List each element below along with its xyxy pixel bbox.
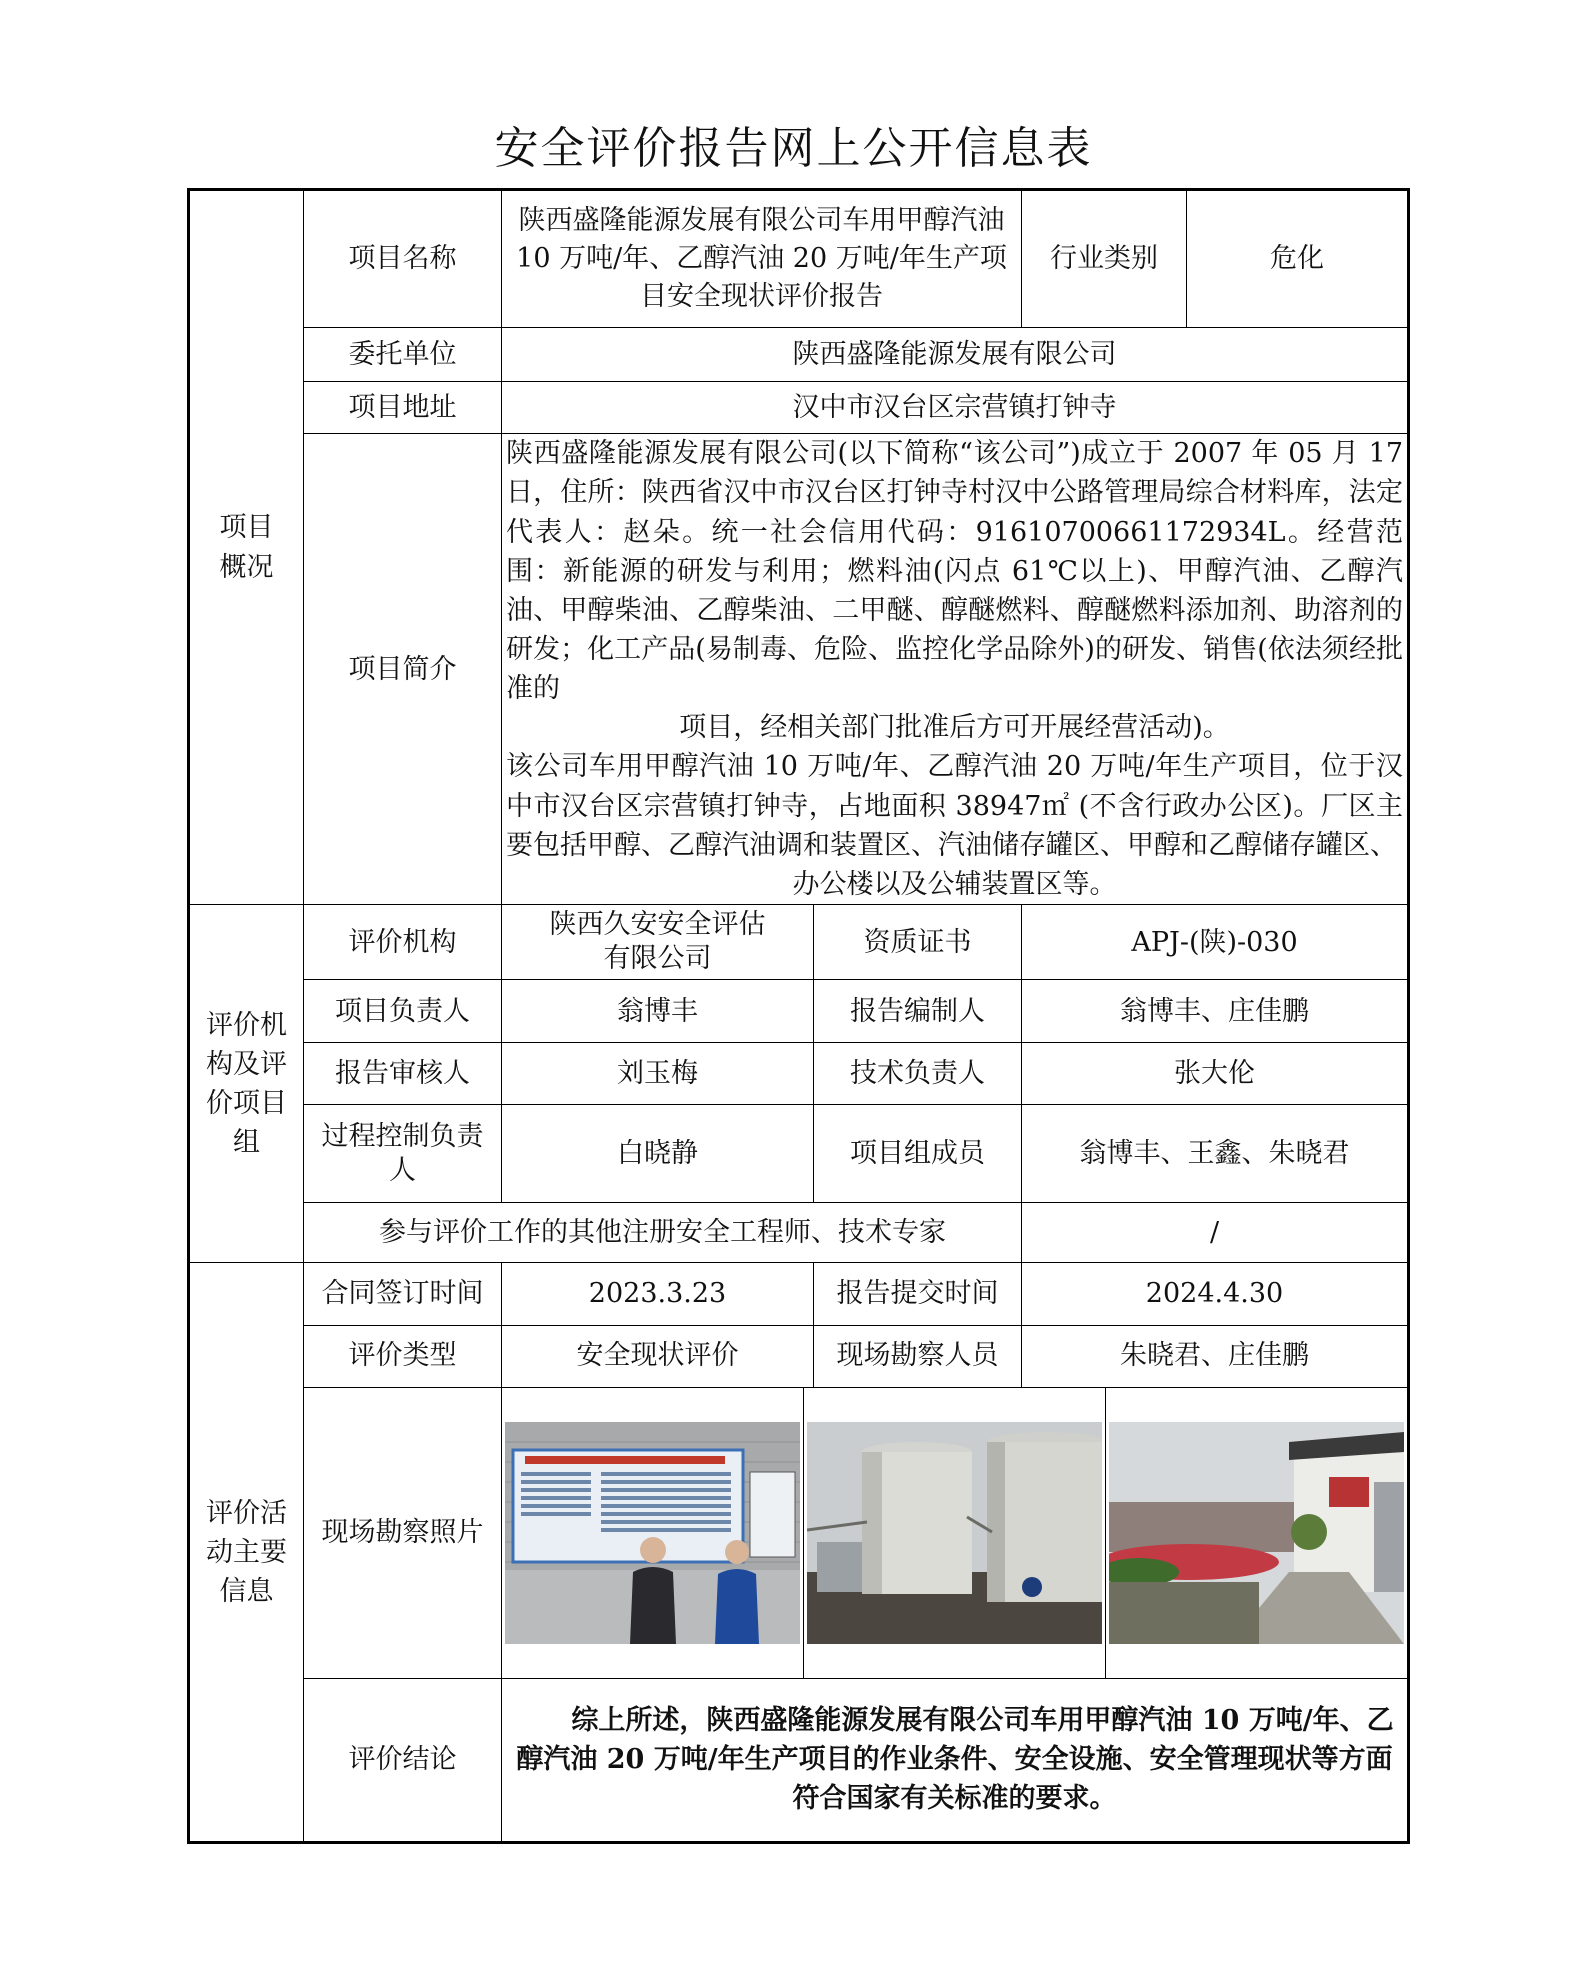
members-value: 翁博丰、王鑫、朱晓君 <box>1022 1105 1409 1203</box>
conclusion-label: 评价结论 <box>304 1678 502 1842</box>
survey-photo-3 <box>1109 1422 1404 1644</box>
photos-label: 现场勘察照片 <box>304 1387 502 1678</box>
section-overview-label: 项目 概况 <box>219 512 274 583</box>
section-activity <box>189 1263 304 1843</box>
others-label: 参与评价工作的其他注册安全工程师、技术专家 <box>304 1203 1022 1263</box>
intro-paragraph-1: 陕西盛隆能源发展有限公司(以下简称“该公司”)成立于 2007 年 05 月 17 日，住所：陕西省汉中市汉台区打钟寺村汉中公路管理局综合材料库，法定代表人：赵朵。统一社会信用代码：91610700661172934L。经营范围：新能源的研发与利用；燃料油(闪点 61℃以上)、甲醇汽油、乙醇汽油、甲醇柴油、乙醇柴油、二甲醚、醇醚燃料、醇醚燃料添加剂、助溶剂的研发；化工产品(易制毒、危险、监控化学品除外)的研发、销售(依法须经批准的 <box>506 438 1403 705</box>
type-value: 安全现状评价 <box>502 1325 814 1387</box>
author-label: 报告编制人 <box>814 980 1022 1043</box>
cert-value: APJ-(陕)-030 <box>1022 905 1409 980</box>
project-name: 陕西盛隆能源发展有限公司车用甲醇汽油 10 万吨/年、乙醇汽油 20 万吨/年生产项目安全现状评价报告 <box>502 190 1022 328</box>
others-value: / <box>1022 1203 1409 1263</box>
address-value: 汉中市汉台区宗营镇打钟寺 <box>502 382 1409 434</box>
intro-label: 项目简介 <box>304 434 502 905</box>
agency-label: 评价机构 <box>304 905 502 980</box>
client-label: 委托单位 <box>304 328 502 382</box>
reviewer-label: 报告审核人 <box>304 1043 502 1105</box>
intro-paragraph-2-end: 办公楼以及公辅装置区等。 <box>792 868 1117 900</box>
survey-photo-2 <box>807 1422 1102 1644</box>
intro-paragraph-1-end: 项目，经相关部门批准后方可开展经营活动)。 <box>679 712 1230 744</box>
process-label: 过程控制负责 人 <box>304 1105 502 1203</box>
author-value: 翁博丰、庄佳鹏 <box>1022 980 1409 1043</box>
intro-paragraph-2: 该公司车用甲醇汽油 10 万吨/年、乙醇汽油 20 万吨/年生产项目，位于汉中市汉台区宗营镇打钟寺，占地面积 38947㎡ (不含行政办公区)。厂区主要包括甲醇、乙醇汽油调和装置区、汽油储存罐区、甲醇和乙醇储存罐区、 <box>506 751 1403 861</box>
type-label: 评价类型 <box>304 1325 502 1387</box>
section-team <box>189 905 304 1263</box>
contract-date: 2023.3.23 <box>502 1263 814 1325</box>
cert-label: 资质证书 <box>814 905 1022 980</box>
reviewer-value: 刘玉梅 <box>502 1043 814 1105</box>
process-value: 白晓静 <box>502 1105 814 1203</box>
photos-cell <box>502 1387 1409 1678</box>
project-intro <box>502 434 1409 905</box>
conclusion-body: 综上所述，陕西盛隆能源发展有限公司车用甲醇汽油 10 万吨/年、乙醇汽油 20 万吨/年生产项目的作业条件、安全设施、安全管理现状等方面符合国家有关标准的要求。 <box>516 1705 1394 1815</box>
contract-label: 合同签订时间 <box>304 1263 502 1325</box>
tech-label: 技术负责人 <box>814 1043 1022 1105</box>
address-label: 项目地址 <box>304 382 502 434</box>
leader-value: 翁博丰 <box>502 980 814 1043</box>
info-table <box>187 188 1410 1844</box>
survey-staff-label: 现场勘察人员 <box>814 1325 1022 1387</box>
client-value: 陕西盛隆能源发展有限公司 <box>502 328 1409 382</box>
project-name-label: 项目名称 <box>304 190 502 328</box>
survey-photo-1 <box>505 1422 800 1644</box>
submit-date: 2024.4.30 <box>1022 1263 1409 1325</box>
section-overview <box>189 190 304 905</box>
submit-label: 报告提交时间 <box>814 1263 1022 1325</box>
members-label: 项目组成员 <box>814 1105 1022 1203</box>
section-activity-label: 评价活 动主要 信息 <box>206 1497 287 1607</box>
conclusion-text <box>502 1678 1409 1842</box>
industry-label: 行业类别 <box>1022 190 1187 328</box>
tech-value: 张大伦 <box>1022 1043 1409 1105</box>
page-title: 安全评价报告网上公开信息表 <box>494 123 1093 174</box>
leader-label: 项目负责人 <box>304 980 502 1043</box>
industry-value: 危化 <box>1187 190 1409 328</box>
section-team-label: 评价机 构及评 价项目 组 <box>206 1009 287 1158</box>
survey-staff-value: 朱晓君、庄佳鹏 <box>1022 1325 1409 1387</box>
agency-value: 陕西久安安全评估 有限公司 <box>502 905 814 980</box>
